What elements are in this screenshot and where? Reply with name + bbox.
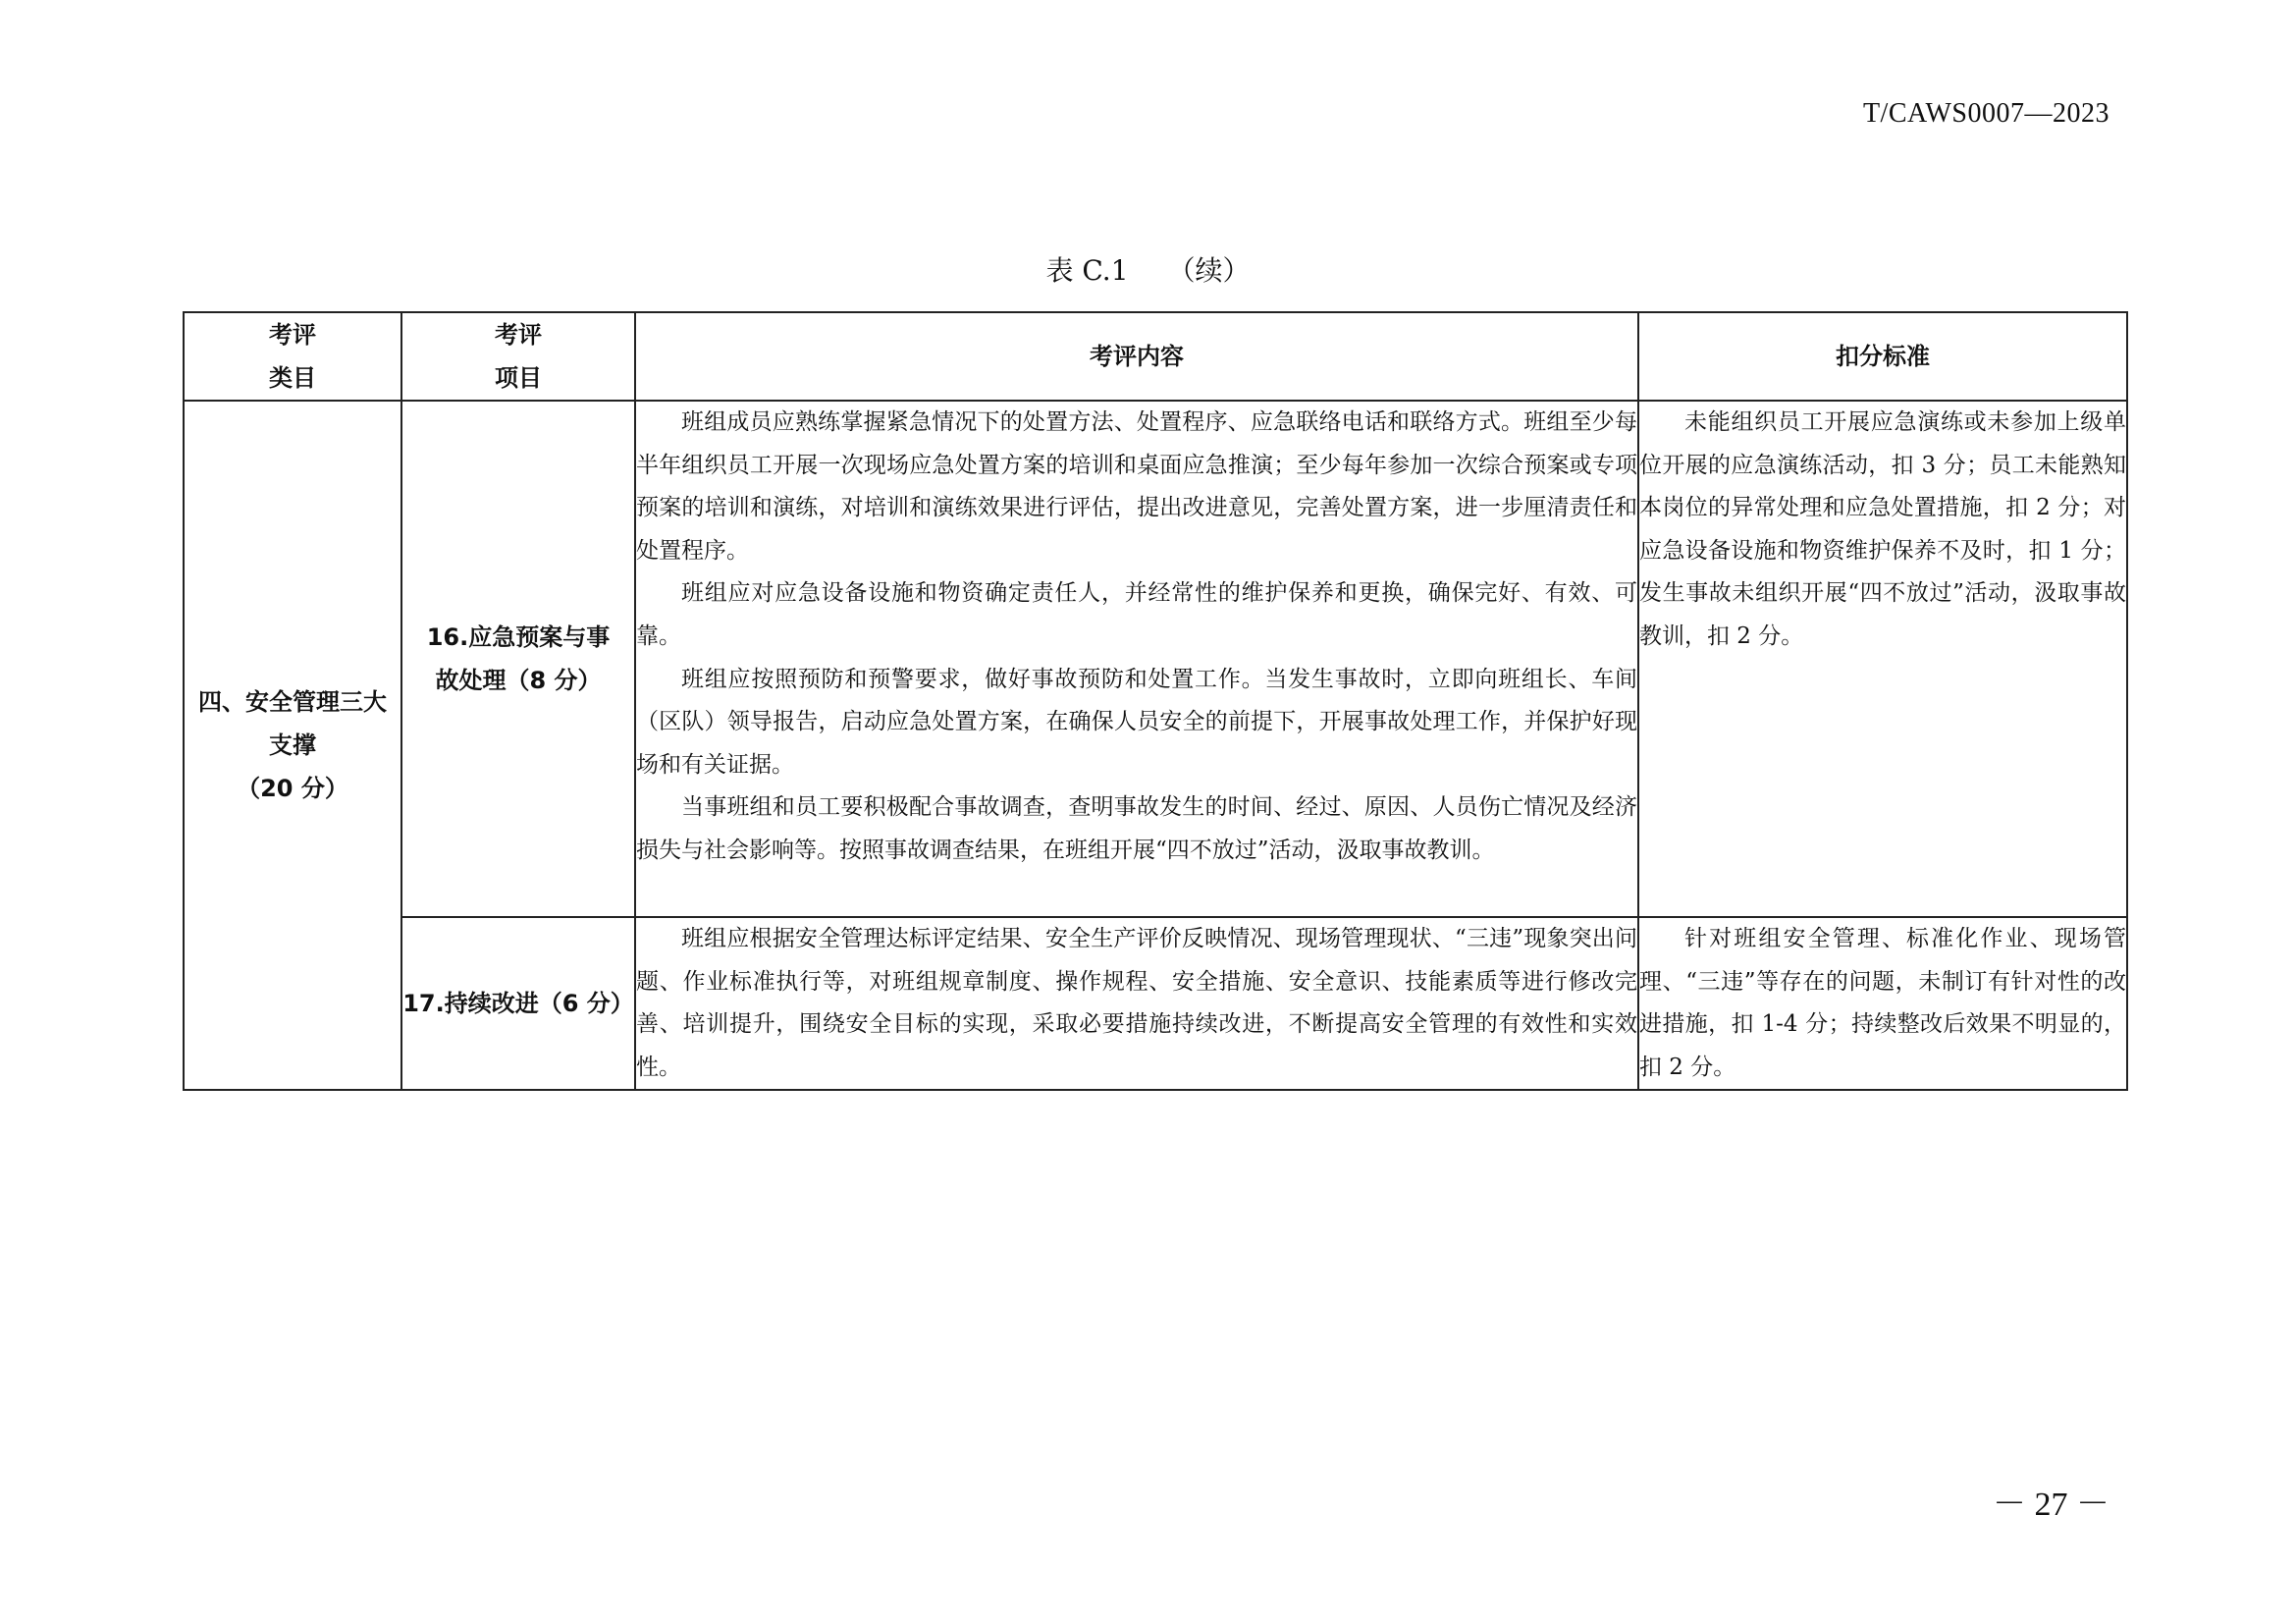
header-item-line: 项目 [495,364,542,392]
deduction-cell [1638,401,2127,917]
content-paragraph: 班组应根据安全管理达标评定结果、安全生产评价反映情况、现场管理现状、“三违”现象突出问题、作业标准执行等，对班组规章制度、操作规程、安全措施、安全意识、技能素质等进行修改完善、培训提升，围绕安全目标的实现，采取必要措施持续改进，不断提高安全管理的有效性和实效性。 [636,926,1637,1080]
category-line: 四、安全管理三大 [198,688,387,717]
table-header-row [184,312,2127,401]
header-category-line: 考评 [269,321,316,349]
document-code: T/CAWS0007—2023 [1862,98,2109,129]
content-cell [635,401,1638,917]
header-category-line: 类目 [269,364,316,392]
category-cell [184,401,401,1090]
content-paragraph: 班组应对应急设备设施和物资确定责任人，并经常性的维护保养和更换，确保完好、有效、可靠。 [636,580,1637,649]
item-cell [401,401,635,917]
header-content: 考评内容 [635,312,1638,401]
category-line: 支撑 [269,731,316,760]
category-line: （20 分） [237,775,348,803]
table-row [184,401,2127,917]
content-paragraph: 当事班组和员工要积极配合事故调查，查明事故发生的时间、经过、原因、人员伤亡情况及经济损失与社会影响等。按照事故调查结果，在班组开展“四不放过”活动，汲取事故教训。 [636,794,1637,863]
deduction-cell [1638,917,2127,1090]
table-row [184,917,2127,1090]
deduction-text: 未能组织员工开展应急演练或未参加上级单位开展的应急演练活动，扣 3 分；员工未能熟知本岗位的异常处理和应急处置措施，扣 2 分；对应急设备设施和物资维护保养不及时，扣 1 分；发生事故未组织开展“四不放过”活动，汲取事故教训，扣 2 分。 [1639,409,2126,649]
item-line: 故处理（8 分） [435,667,602,694]
page-number: － 27 － [1993,1487,2109,1523]
content-cell [635,917,1638,1090]
item-cell [401,917,635,1090]
deduction-text: 针对班组安全管理、标准化作业、现场管理、“三违”等存在的问题，未制订有针对性的改进措施，扣 1-4 分；持续整改后效果不明显的，扣 2 分。 [1639,926,2126,1080]
header-deduction: 扣分标准 [1638,312,2127,401]
content-paragraph: 班组成员应熟练掌握紧急情况下的处置方法、处置程序、应急联络电话和联络方式。班组至少每半年组织员工开展一次现场应急处置方案的培训和桌面应急推演；至少每年参加一次综合预案或专项预案的培训和演练，对培训和演练效果进行评估，提出改进意见，完善处置方案，进一步厘清责任和处置程序。 [636,409,1637,564]
table-title-label: 表 C.1 [1045,254,1129,287]
header-category [184,312,401,401]
header-item-line: 考评 [495,321,542,349]
content-paragraph: 班组应按照预防和预警要求，做好事故预防和处置工作。当发生事故时，立即向班组长、车间（区队）领导报告，启动应急处置方案，在确保人员安全的前提下，开展事故处理工作，并保护好现场和有关证据。 [636,666,1637,778]
header-item [401,312,635,401]
table-title-suffix: （续） [1167,254,1251,287]
item-line: 17.持续改进（6 分） [402,990,634,1018]
evaluation-table [183,311,2128,1091]
item-line: 16.应急预案与事 [426,623,611,651]
table-title [0,249,2296,289]
